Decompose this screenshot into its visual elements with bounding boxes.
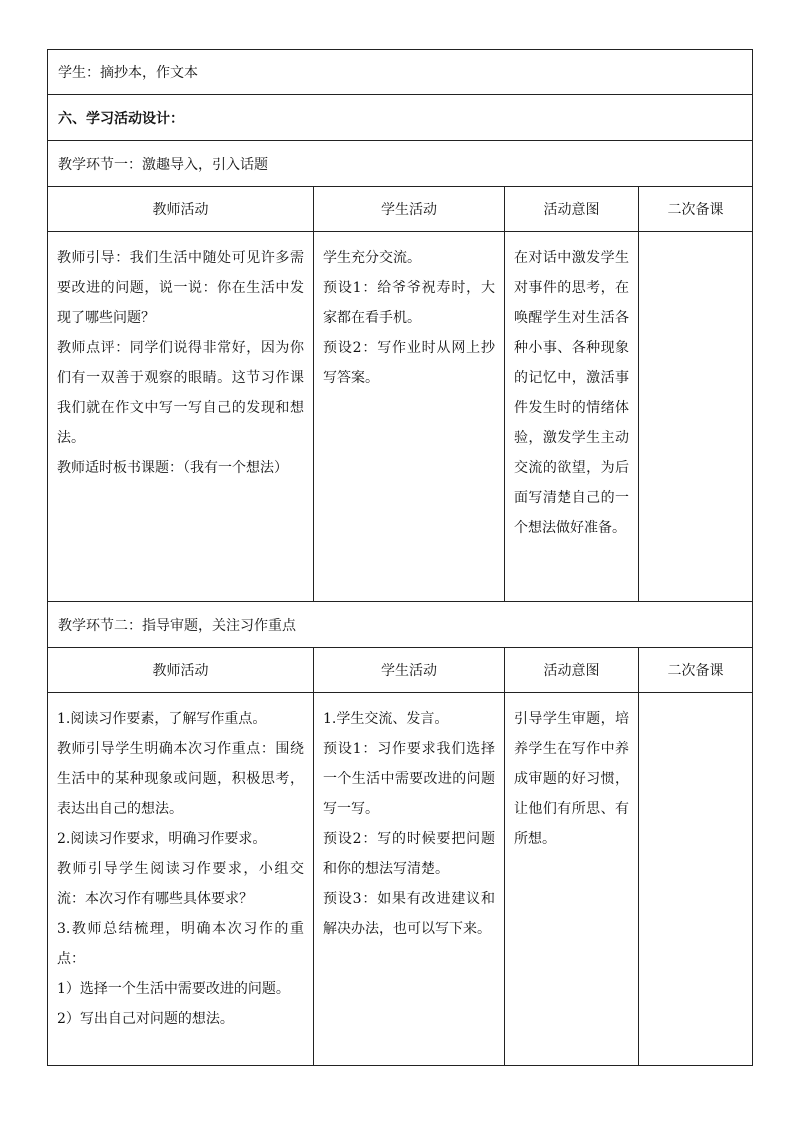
- paragraph: 预设1：给爷爷祝寿时，大家都在看手机。: [323, 280, 495, 326]
- student-materials-row: [48, 50, 753, 95]
- paragraph: 预设3：如果有改进建议和解决办法，也可以写下来。: [323, 891, 495, 937]
- stage1-intent-cell: [505, 232, 639, 602]
- header-activity-intent: 活动意图: [505, 187, 639, 232]
- paragraph: 预设2：写作业时从网上抄写答案。: [323, 340, 495, 386]
- paragraph: 教师引导：我们生活中随处可见许多需要改进的问题，说一说：你在生活中发现了哪些问题？: [57, 250, 304, 326]
- paragraph: 2）写出自己对问题的想法。: [57, 1011, 234, 1027]
- paragraph: 1）选择一个生活中需要改进的问题。: [57, 981, 290, 997]
- stage1-content-row: [48, 232, 753, 602]
- stage1-header-row: [48, 187, 753, 232]
- paragraph: 学生充分交流。: [323, 250, 421, 266]
- header-activity-intent: 活动意图: [505, 648, 639, 693]
- section-heading-row: [48, 95, 753, 141]
- paragraph: 教师引导学生明确本次习作重点：围绕生活中的某种现象或问题，积极思考，表达出自己的想法。: [57, 741, 304, 817]
- stage2-teacher-cell: [48, 693, 314, 1066]
- paragraph: 教师引导学生阅读习作要求，小组交流：本次习作有哪些具体要求？: [57, 861, 304, 907]
- stage2-title-row: [48, 602, 753, 648]
- paragraph: 预设1：习作要求我们选择一个生活中需要改进的问题写一写。: [323, 741, 495, 817]
- header-second-prep: 二次备课: [639, 187, 753, 232]
- stage1-student-cell: [314, 232, 505, 602]
- stage2-header-row: [48, 648, 753, 693]
- stage2-title: 教学环节二：指导审题，关注习作重点: [58, 617, 296, 634]
- paragraph: 在对话中激发学生对事件的思考，在唤醒学生对生活各种小事、各种现象的记忆中，激活事件发生时的情绪体验，激发学生主动交流的欲望，为后面写清楚自己的一个想法做好准备。: [514, 250, 629, 536]
- paragraph: 1.学生交流、发言。: [323, 711, 449, 727]
- stage1-second-prep-cell: [639, 232, 753, 602]
- student-materials-text: 学生：摘抄本，作文本: [58, 65, 198, 81]
- stage2-second-prep-cell: [639, 693, 753, 1066]
- section-heading: 六、学习活动设计：: [58, 110, 184, 127]
- header-teacher-activity: 教师活动: [48, 648, 314, 693]
- lesson-plan-table: [47, 49, 753, 1066]
- stage1-title-row: [48, 141, 753, 187]
- paragraph: 教师适时板书课题：（我有一个想法）: [57, 460, 288, 476]
- stage2-intent-cell: [505, 693, 639, 1066]
- paragraph: 3.教师总结梳理，明确本次习作的重点：: [57, 921, 304, 967]
- header-student-activity: 学生活动: [314, 648, 505, 693]
- header-second-prep: 二次备课: [639, 648, 753, 693]
- paragraph: 引导学生审题，培养学生在写作中养成审题的好习惯，让他们有所思、有所想。: [514, 711, 629, 847]
- paragraph: 2.阅读习作要求，明确习作要求。: [57, 831, 267, 847]
- stage1-title: 教学环节一：激趣导入，引入话题: [58, 156, 268, 173]
- header-student-activity: 学生活动: [314, 187, 505, 232]
- paragraph: 1.阅读习作要素，了解写作重点。: [57, 711, 267, 727]
- paragraph: 教师点评：同学们说得非常好，因为你们有一双善于观察的眼睛。这节习作课我们就在作文中写一写自己的发现和想法。: [57, 340, 304, 446]
- paragraph: 预设2：写的时候要把问题和你的想法写清楚。: [323, 831, 495, 877]
- stage1-teacher-cell: [48, 232, 314, 602]
- stage2-student-cell: [314, 693, 505, 1066]
- header-teacher-activity: 教师活动: [48, 187, 314, 232]
- stage2-content-row: [48, 693, 753, 1066]
